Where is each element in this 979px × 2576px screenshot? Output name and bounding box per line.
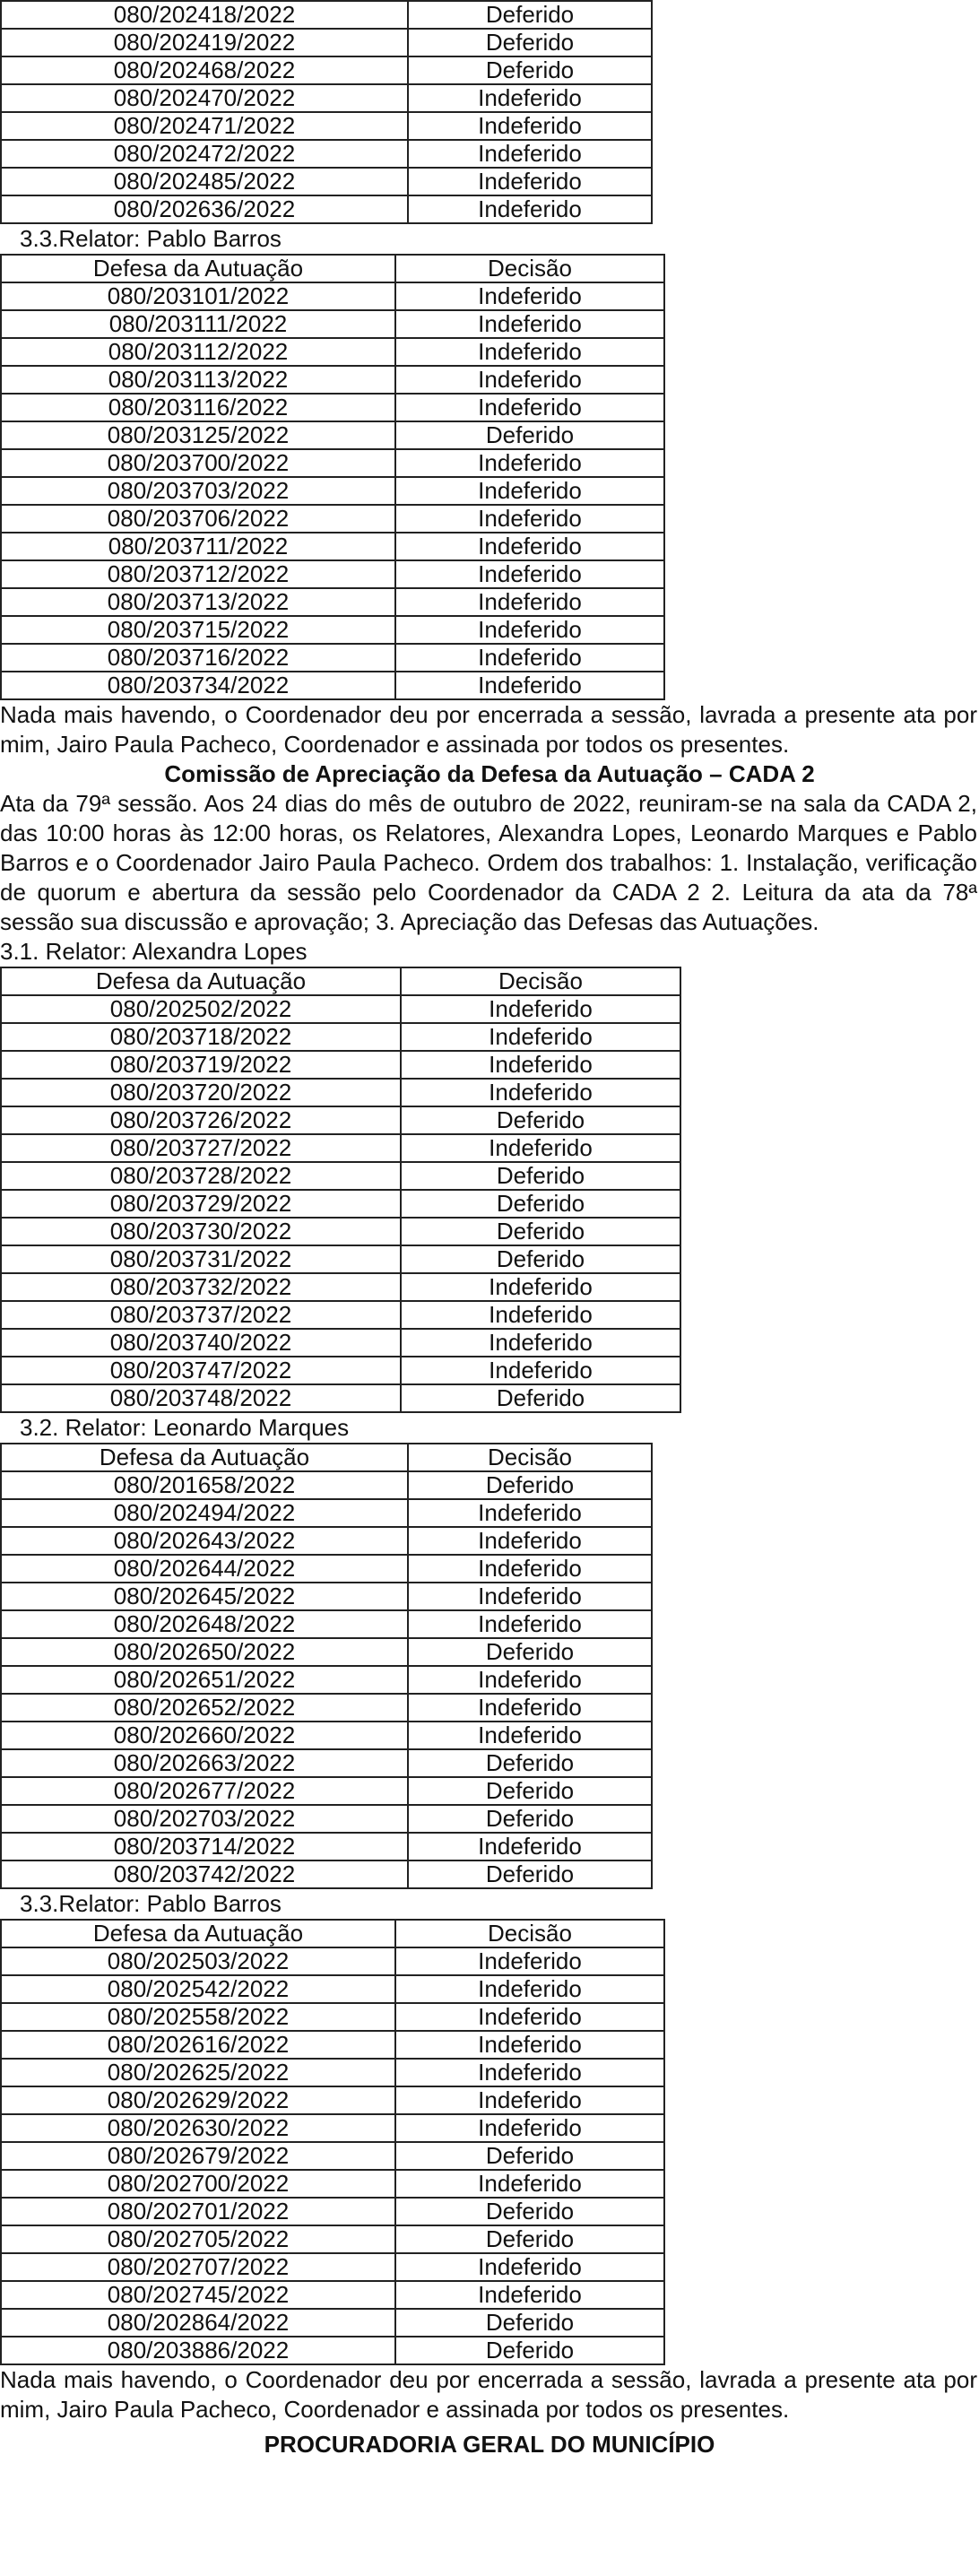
table-row (1, 1638, 652, 1666)
table-row (1, 2086, 664, 2114)
decision-cell: Deferido (401, 1162, 680, 1190)
table-row (1, 1329, 680, 1357)
process-number-cell: 080/202494/2022 (1, 1499, 408, 1527)
process-number-cell: 080/202616/2022 (1, 2031, 395, 2059)
table-header-row (1, 255, 664, 282)
decision-cell: Indeferido (408, 112, 652, 140)
column-header-defesa: Defesa da Autuação (1, 1920, 395, 1947)
table-row (1, 1190, 680, 1218)
table-row (1, 1499, 652, 1527)
table-row (1, 2142, 664, 2170)
table-row (1, 1106, 680, 1134)
decision-cell: Indeferido (408, 1555, 652, 1583)
decision-cell: Indeferido (408, 1527, 652, 1555)
relator-heading: 3.2. Relator: Leonardo Marques (20, 1414, 350, 1441)
table-row (1, 505, 664, 533)
process-number-cell: 080/202471/2022 (1, 112, 408, 140)
table-row (1, 1805, 652, 1833)
decision-cell: Indeferido (395, 560, 664, 588)
decision-cell: Indeferido (401, 1329, 680, 1357)
table-row (1, 2281, 664, 2309)
process-number-cell: 080/203711/2022 (1, 533, 395, 560)
process-number-cell: 080/202542/2022 (1, 1975, 395, 2003)
decision-table (0, 1919, 665, 2365)
table-row (1, 1273, 680, 1301)
decision-table (0, 254, 665, 700)
decision-cell: Indeferido (401, 1079, 680, 1106)
decision-cell: Indeferido (395, 2170, 664, 2198)
relator-heading: 3.3.Relator: Pablo Barros (20, 1890, 282, 1917)
table-row (1, 1079, 680, 1106)
decision-cell: Deferido (395, 421, 664, 449)
table-row (1, 1, 652, 29)
decision-cell: Indeferido (395, 282, 664, 310)
table-row (1, 1975, 664, 2003)
process-number-cell: 080/203742/2022 (1, 1860, 408, 1888)
decision-cell: Deferido (401, 1106, 680, 1134)
table-row (1, 394, 664, 421)
table-row (1, 2003, 664, 2031)
relator-heading: 3.3.Relator: Pablo Barros (20, 225, 282, 252)
table-row (1, 1947, 664, 1975)
process-number-cell: 080/203706/2022 (1, 505, 395, 533)
process-number-cell: 080/203747/2022 (1, 1357, 401, 1384)
table-row (1, 477, 664, 505)
process-number-cell: 080/202660/2022 (1, 1722, 408, 1749)
process-number-cell: 080/203718/2022 (1, 1023, 401, 1051)
table-row (1, 338, 664, 366)
decision-cell: Indeferido (408, 1583, 652, 1610)
decision-cell: Indeferido (401, 1134, 680, 1162)
decision-cell: Indeferido (395, 672, 664, 699)
section-title: Comissão de Apreciação da Defesa da Autuação – CADA 2 (164, 760, 815, 787)
column-header-decisao: Decisão (395, 255, 664, 282)
process-number-cell: 080/202636/2022 (1, 195, 408, 223)
process-number-cell: 080/202502/2022 (1, 995, 401, 1023)
decision-cell: Deferido (401, 1384, 680, 1412)
process-number-cell: 080/203748/2022 (1, 1384, 401, 1412)
table-row (1, 140, 652, 168)
decision-cell: Indeferido (408, 140, 652, 168)
table-row (1, 1555, 652, 1583)
process-number-cell: 080/203113/2022 (1, 366, 395, 394)
table-row (1, 644, 664, 672)
process-number-cell: 080/202707/2022 (1, 2253, 395, 2281)
process-number-cell: 080/202679/2022 (1, 2142, 395, 2170)
table-row (1, 1610, 652, 1638)
process-number-cell: 080/203714/2022 (1, 1833, 408, 1860)
table-row (1, 310, 664, 338)
table-row (1, 672, 664, 699)
process-number-cell: 080/201658/2022 (1, 1471, 408, 1499)
table-row (1, 421, 664, 449)
process-number-cell: 080/202629/2022 (1, 2086, 395, 2114)
column-header-defesa: Defesa da Autuação (1, 967, 401, 995)
table-row (1, 112, 652, 140)
decision-cell: Indeferido (395, 310, 664, 338)
decision-cell: Indeferido (395, 644, 664, 672)
decision-cell: Deferido (401, 1218, 680, 1245)
process-number-cell: 080/203731/2022 (1, 1245, 401, 1273)
process-number-cell: 080/202700/2022 (1, 2170, 395, 2198)
process-number-cell: 080/202703/2022 (1, 1805, 408, 1833)
table-row (1, 1023, 680, 1051)
process-number-cell: 080/203125/2022 (1, 421, 395, 449)
decision-cell: Deferido (408, 1, 652, 29)
table-row (1, 195, 652, 223)
decision-cell: Indeferido (408, 1499, 652, 1527)
process-number-cell: 080/202648/2022 (1, 1610, 408, 1638)
table-row (1, 2170, 664, 2198)
decision-cell: Deferido (395, 2142, 664, 2170)
decision-cell: Indeferido (401, 1357, 680, 1384)
process-number-cell: 080/202503/2022 (1, 1947, 395, 1975)
decision-cell: Deferido (408, 1777, 652, 1805)
process-number-cell: 080/203728/2022 (1, 1162, 401, 1190)
process-number-cell: 080/203729/2022 (1, 1190, 401, 1218)
session-intro-paragraph: Ata da 79ª sessão. Aos 24 dias do mês de outubro de 2022, reuniram-se na sala da CADA 2, das 10:00 horas às 12:00 horas, os Relatores, Alexandra Lopes, Leonardo Marques e Pablo Barros e o Coordenador Jairo Paula Pacheco. Ordem dos trabalhos: 1. Instalação, verificação de quorum e abertura da sessão pelo Coordenador da CADA 2 2. Leitura da ata da 78ª sessão sua discussão e aprovação; 3. Apreciação das Defesas das Autuações. (0, 790, 977, 935)
table-row (1, 366, 664, 394)
decision-cell: Indeferido (395, 2114, 664, 2142)
decision-cell: Deferido (395, 2337, 664, 2364)
decision-cell: Indeferido (395, 366, 664, 394)
process-number-cell: 080/203713/2022 (1, 588, 395, 616)
process-number-cell: 080/202418/2022 (1, 1, 408, 29)
table-row (1, 56, 652, 84)
table-header-row (1, 967, 680, 995)
process-number-cell: 080/202645/2022 (1, 1583, 408, 1610)
process-number-cell: 080/203734/2022 (1, 672, 395, 699)
relator-heading: 3.1. Relator: Alexandra Lopes (0, 938, 308, 965)
table-row (1, 449, 664, 477)
decision-cell: Indeferido (395, 616, 664, 644)
decision-cell: Deferido (401, 1245, 680, 1273)
table-row (1, 2031, 664, 2059)
process-number-cell: 080/202864/2022 (1, 2309, 395, 2337)
column-header-decisao: Decisão (401, 967, 680, 995)
decision-cell: Indeferido (395, 1975, 664, 2003)
table-row (1, 2253, 664, 2281)
process-number-cell: 080/203703/2022 (1, 477, 395, 505)
table-row (1, 1471, 652, 1499)
process-number-cell: 080/202677/2022 (1, 1777, 408, 1805)
process-number-cell: 080/202705/2022 (1, 2225, 395, 2253)
table-row (1, 2309, 664, 2337)
process-number-cell: 080/202644/2022 (1, 1555, 408, 1583)
process-number-cell: 080/202485/2022 (1, 168, 408, 195)
decision-cell: Deferido (408, 1638, 652, 1666)
footer-heading: PROCURADORIA GERAL DO MUNICÍPIO (264, 2431, 715, 2458)
table-header-row (1, 1444, 652, 1471)
process-number-cell: 080/203726/2022 (1, 1106, 401, 1134)
process-number-cell: 080/202652/2022 (1, 1694, 408, 1722)
process-number-cell: 080/203727/2022 (1, 1134, 401, 1162)
table-row (1, 168, 652, 195)
table-row (1, 1245, 680, 1273)
decision-cell: Deferido (408, 1860, 652, 1888)
table-row (1, 588, 664, 616)
decision-cell: Indeferido (395, 2003, 664, 2031)
process-number-cell: 080/202651/2022 (1, 1666, 408, 1694)
table-row (1, 2225, 664, 2253)
decision-cell: Indeferido (401, 1023, 680, 1051)
table-row (1, 84, 652, 112)
process-number-cell: 080/203112/2022 (1, 338, 395, 366)
table-row (1, 616, 664, 644)
table-header-row (1, 1920, 664, 1947)
process-number-cell: 080/202558/2022 (1, 2003, 395, 2031)
decision-cell: Indeferido (408, 1666, 652, 1694)
process-number-cell: 080/203700/2022 (1, 449, 395, 477)
decision-cell: Deferido (395, 2225, 664, 2253)
decision-cell: Indeferido (395, 338, 664, 366)
decision-cell: Deferido (395, 2309, 664, 2337)
decision-cell: Indeferido (401, 1051, 680, 1079)
table-row (1, 1218, 680, 1245)
decision-cell: Indeferido (408, 1610, 652, 1638)
decision-cell: Indeferido (408, 1722, 652, 1749)
decision-cell: Deferido (408, 1805, 652, 1833)
decision-cell: Deferido (408, 56, 652, 84)
table-row (1, 1583, 652, 1610)
process-number-cell: 080/203886/2022 (1, 2337, 395, 2364)
table-row (1, 1722, 652, 1749)
decision-cell: Indeferido (401, 1301, 680, 1329)
process-number-cell: 080/202643/2022 (1, 1527, 408, 1555)
decision-cell: Indeferido (408, 195, 652, 223)
table-row (1, 1384, 680, 1412)
process-number-cell: 080/203715/2022 (1, 616, 395, 644)
process-number-cell: 080/202745/2022 (1, 2281, 395, 2309)
table-row (1, 1860, 652, 1888)
closing-paragraph: Nada mais havendo, o Coordenador deu por encerrada a sessão, lavrada a presente ata por mim, Jairo Paula Pacheco, Coordenador e assinada por todos os presentes. (0, 2366, 977, 2423)
decision-cell: Indeferido (395, 2031, 664, 2059)
column-header-decisao: Decisão (408, 1444, 652, 1471)
decision-cell: Deferido (401, 1190, 680, 1218)
process-number-cell: 080/202650/2022 (1, 1638, 408, 1666)
decision-cell: Indeferido (395, 394, 664, 421)
column-header-decisao: Decisão (395, 1920, 664, 1947)
decision-cell: Indeferido (395, 2281, 664, 2309)
table-row (1, 1749, 652, 1777)
table-row (1, 995, 680, 1023)
process-number-cell: 080/203111/2022 (1, 310, 395, 338)
process-number-cell: 080/203719/2022 (1, 1051, 401, 1079)
decision-cell: Indeferido (395, 1947, 664, 1975)
decision-cell: Indeferido (395, 2086, 664, 2114)
table-row (1, 560, 664, 588)
decision-cell: Indeferido (401, 995, 680, 1023)
process-number-cell: 080/202470/2022 (1, 84, 408, 112)
decision-cell: Indeferido (401, 1273, 680, 1301)
process-number-cell: 080/203712/2022 (1, 560, 395, 588)
process-number-cell: 080/202419/2022 (1, 29, 408, 56)
decision-cell: Indeferido (395, 2253, 664, 2281)
decision-cell: Deferido (395, 2198, 664, 2225)
table-row (1, 1527, 652, 1555)
decision-cell: Indeferido (395, 449, 664, 477)
decision-cell: Indeferido (408, 168, 652, 195)
decision-cell: Deferido (408, 1471, 652, 1499)
decision-cell: Deferido (408, 29, 652, 56)
process-number-cell: 080/203716/2022 (1, 644, 395, 672)
decision-table (0, 967, 681, 1413)
table-row (1, 2337, 664, 2364)
process-number-cell: 080/203737/2022 (1, 1301, 401, 1329)
table-row (1, 1694, 652, 1722)
decision-table-continued (0, 0, 653, 224)
table-row (1, 1833, 652, 1860)
decision-cell: Indeferido (395, 2059, 664, 2086)
decision-cell: Deferido (408, 1749, 652, 1777)
table-row (1, 29, 652, 56)
table-row (1, 2198, 664, 2225)
process-number-cell: 080/202472/2022 (1, 140, 408, 168)
table-row (1, 2059, 664, 2086)
process-number-cell: 080/203720/2022 (1, 1079, 401, 1106)
table-row (1, 1051, 680, 1079)
table-row (1, 1666, 652, 1694)
decision-cell: Indeferido (395, 477, 664, 505)
closing-paragraph: Nada mais havendo, o Coordenador deu por encerrada a sessão, lavrada a presente ata por mim, Jairo Paula Pacheco, Coordenador e assinada por todos os presentes. (0, 701, 977, 758)
decision-cell: Indeferido (408, 84, 652, 112)
process-number-cell: 080/202663/2022 (1, 1749, 408, 1777)
decision-cell: Indeferido (395, 505, 664, 533)
table-row (1, 1134, 680, 1162)
process-number-cell: 080/203116/2022 (1, 394, 395, 421)
decision-cell: Indeferido (395, 588, 664, 616)
table-row (1, 1162, 680, 1190)
table-row (1, 2114, 664, 2142)
table-row (1, 533, 664, 560)
process-number-cell: 080/203730/2022 (1, 1218, 401, 1245)
decision-cell: Indeferido (408, 1833, 652, 1860)
column-header-defesa: Defesa da Autuação (1, 255, 395, 282)
table-row (1, 282, 664, 310)
process-number-cell: 080/202701/2022 (1, 2198, 395, 2225)
column-header-defesa: Defesa da Autuação (1, 1444, 408, 1471)
table-row (1, 1301, 680, 1329)
decision-cell: Indeferido (408, 1694, 652, 1722)
process-number-cell: 080/202468/2022 (1, 56, 408, 84)
process-number-cell: 080/202630/2022 (1, 2114, 395, 2142)
table-row (1, 1777, 652, 1805)
decision-cell: Indeferido (395, 533, 664, 560)
decision-table (0, 1443, 653, 1889)
process-number-cell: 080/203101/2022 (1, 282, 395, 310)
table-row (1, 1357, 680, 1384)
process-number-cell: 080/202625/2022 (1, 2059, 395, 2086)
process-number-cell: 080/203740/2022 (1, 1329, 401, 1357)
process-number-cell: 080/203732/2022 (1, 1273, 401, 1301)
